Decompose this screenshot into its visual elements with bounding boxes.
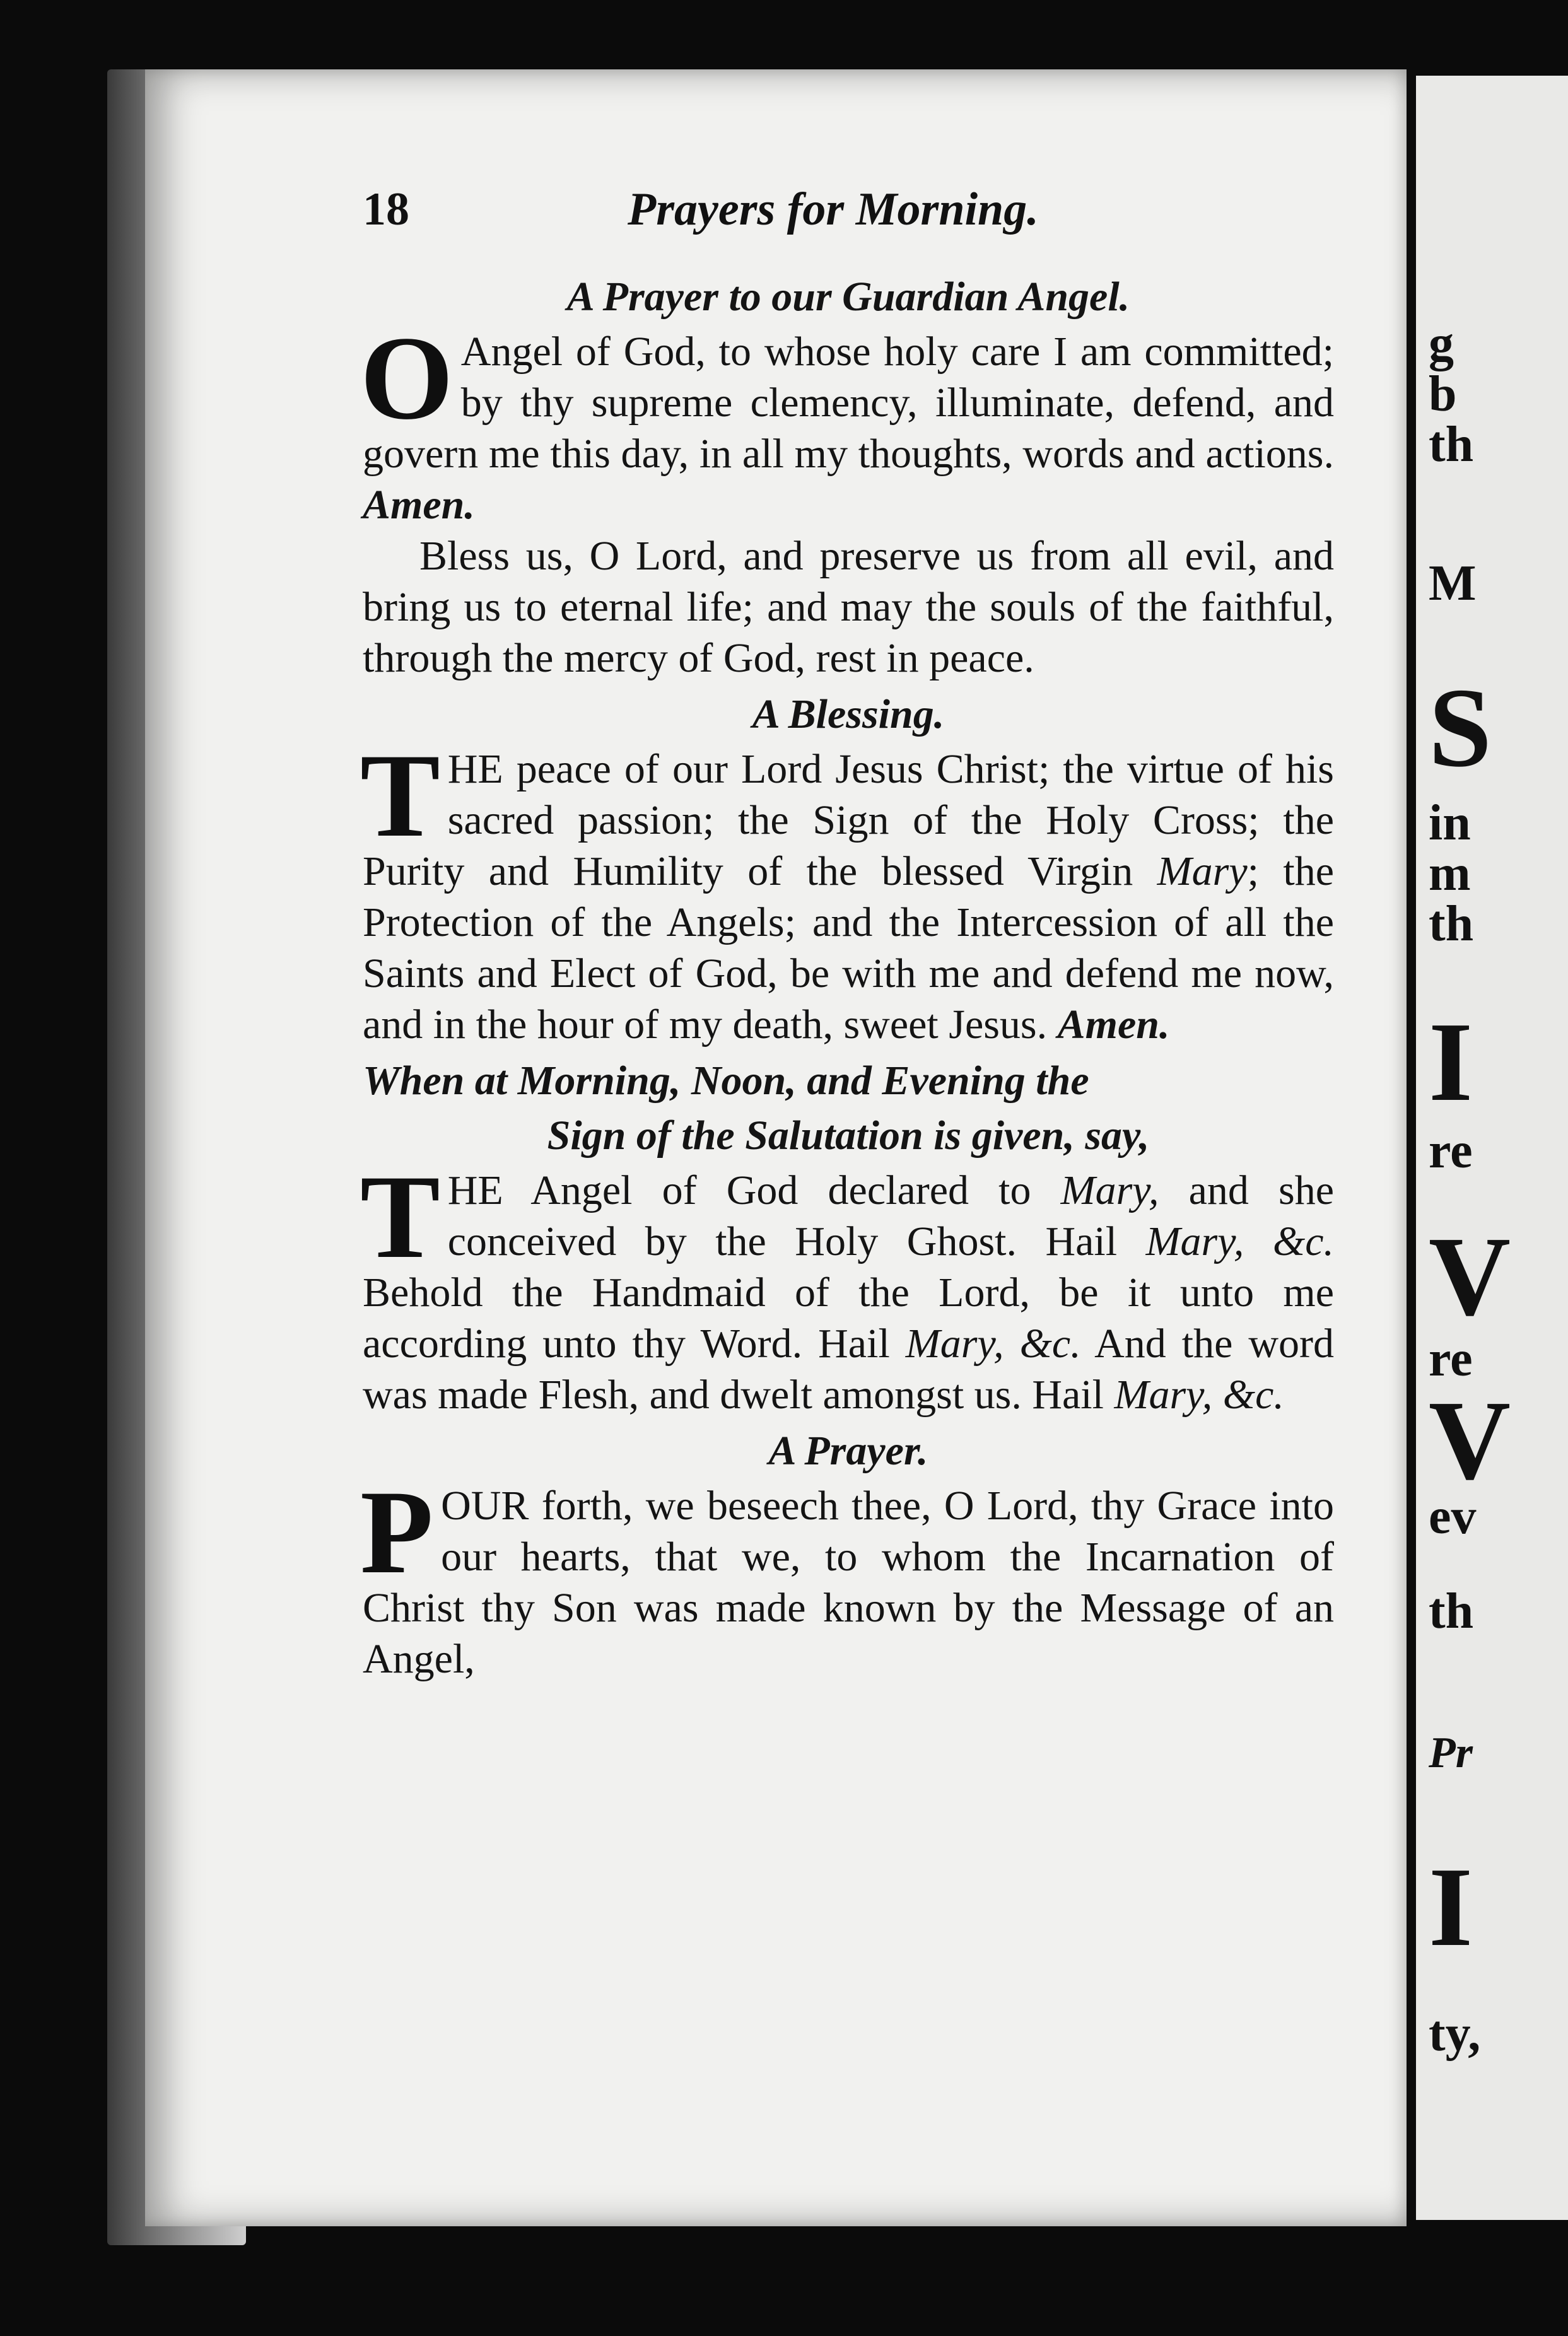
page-number: 18 — [363, 184, 409, 235]
guardian-angel-prayer — [360, 312, 1334, 530]
amen-word: Amen. — [363, 482, 475, 528]
facing-fragment: V — [1429, 1213, 1511, 1339]
facing-fragment: g — [1429, 316, 1454, 371]
prayer-paragraph — [360, 1466, 1334, 1685]
facing-fragment: th — [1429, 417, 1474, 472]
facing-fragment: ty, — [1429, 2006, 1481, 2062]
facing-fragment: I — [1429, 1844, 1473, 1970]
salutation-mary-4: Mary, &c. — [1114, 1372, 1284, 1418]
blessing-paragraph — [360, 730, 1335, 1050]
facing-fragment: th — [1429, 1584, 1474, 1639]
guardian-angel-text: Angel of God, to whose holy care I am committed; by thy supreme clemency, illuminate, defend, and govern me this day, in all my thoughts, words and actions. — [363, 329, 1334, 477]
facing-fragment: V — [1429, 1377, 1511, 1503]
blessing-mary: Mary — [1157, 848, 1248, 894]
blessing-heading: A Blessing. — [752, 691, 945, 737]
salutation-text-3: Behold the Handmaid of the Lord, be it unto me according unto thy Word. Hail — [363, 1270, 1334, 1367]
prayer-heading: A Prayer. — [768, 1428, 928, 1474]
drop-cap: P — [360, 1466, 434, 1599]
drop-cap: T — [360, 730, 440, 862]
salutation-mary-3: Mary, &c. — [905, 1321, 1081, 1367]
page-header — [363, 183, 1334, 252]
salutation-text-1: HE Angel of God declared to — [447, 1167, 1061, 1213]
facing-fragment: Pr — [1429, 1729, 1473, 1777]
blessing-text-1: HE peace of our Lord Jesus Christ; the virtue of his sacred passion; the Sign of the Holy Cross; the Purity and Humility of the blessed Virgin — [363, 746, 1334, 894]
facing-fragment: m — [1429, 846, 1471, 901]
blessing-text-2: ; the Protection of the Angels; and the Intercession of all the Saints and Elect of God, be with me and defend me now, and in the hour of my death, sweet Jesus. — [363, 848, 1335, 1048]
running-title: Prayers for Morning. — [628, 184, 1039, 235]
salutation-mary-2: Mary, &c. — [1145, 1218, 1334, 1264]
facing-fragment: M — [1429, 556, 1477, 611]
salutation-text-2: and she conceived by the Holy Ghost. Hail — [447, 1167, 1334, 1264]
facing-fragment: ev — [1429, 1489, 1477, 1545]
facing-page-fragment — [1416, 76, 1568, 2220]
salutation-heading-1: When at Morning, Noon, and Evening the — [363, 1058, 1089, 1104]
bless-us-paragraph: Bless us, O Lord, and preserve us from all evil, and bring us to eternal life; and may the souls of the faithful, through the mercy of God, rest in peace. — [363, 533, 1334, 681]
guardian-angel-heading: A Prayer to our Guardian Angel. — [566, 274, 1130, 320]
drop-cap: T — [360, 1151, 440, 1283]
drop-cap: O — [360, 312, 453, 445]
salutation-heading-2: Sign of the Salutation is given, say, — [547, 1113, 1150, 1159]
facing-fragment: S — [1429, 665, 1492, 790]
facing-fragment: b — [1429, 366, 1457, 422]
facing-fragment: re — [1429, 1331, 1473, 1387]
facing-fragment: I — [1429, 999, 1473, 1124]
salutation-paragraph — [360, 1151, 1335, 1420]
salutation-mary-1: Mary, — [1060, 1167, 1159, 1213]
salutation-text-4: And the word was made Flesh, and dwelt amongst us. Hail — [363, 1321, 1335, 1418]
page-text — [360, 271, 1335, 1685]
prayer-text: OUR forth, we beseech thee, O Lord, thy Grace into our hearts, that we, to whom the Incarnation of Christ thy Son was made known by the Message of an Angel, — [363, 1483, 1334, 1682]
amen-word: Amen. — [1057, 1002, 1170, 1048]
facing-fragment: in — [1429, 795, 1471, 851]
facing-fragment: re — [1429, 1123, 1473, 1179]
facing-fragment: th — [1429, 896, 1474, 952]
